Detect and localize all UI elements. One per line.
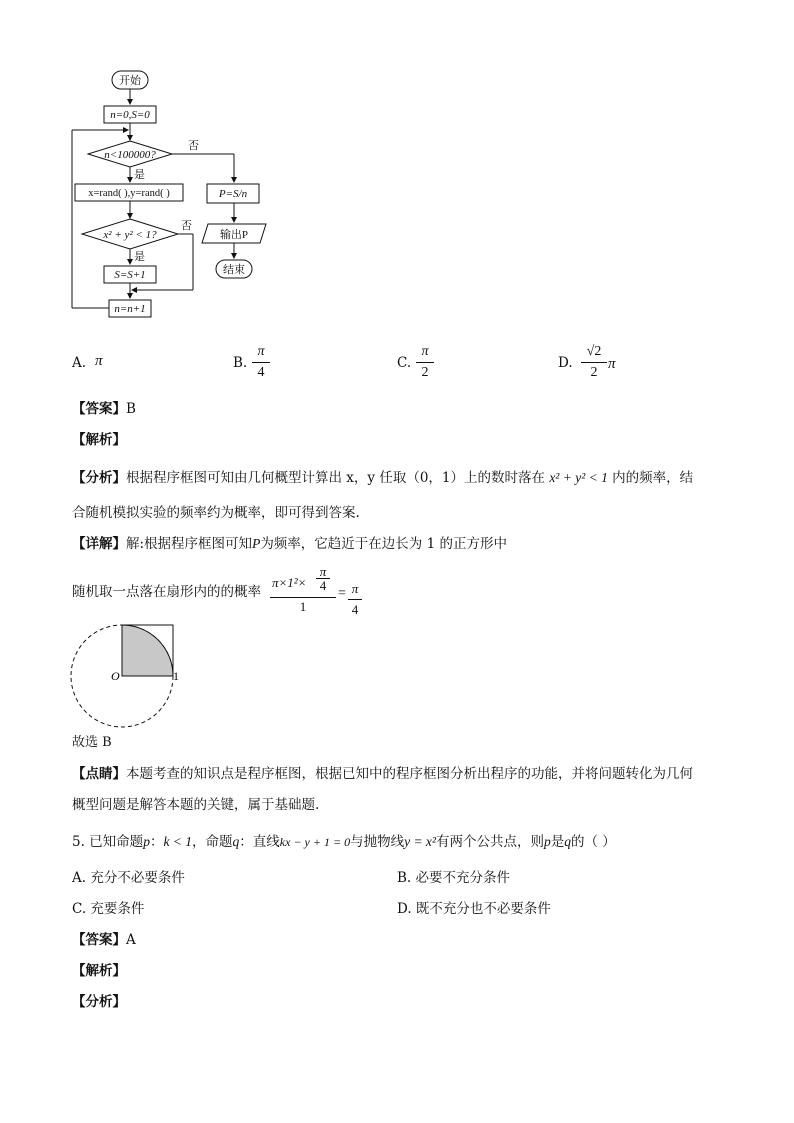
answer5-tag: 【答案】 (72, 932, 126, 948)
option-c-den: 2 (421, 365, 429, 380)
guxuan-line: 故选 B (72, 735, 112, 750)
option-d-label: D. (558, 355, 573, 371)
fenxi-line2: 合随机模拟实验的频率约为概率，即可得到答案. (72, 505, 360, 521)
option-b-num: π (257, 344, 265, 359)
no2-label: 否 (181, 220, 192, 232)
option-c-fraction (416, 343, 434, 382)
cond2-label: x² + y² < 1? (103, 229, 157, 241)
q5-q2: q (564, 834, 571, 849)
quarter-circle-figure (66, 618, 196, 750)
yes1-label: 是 (134, 169, 145, 181)
yes2-label: 是 (134, 251, 145, 263)
option-a-label: A. (72, 355, 87, 371)
start-label: 开始 (119, 75, 141, 87)
analysis5-tag: 【解析】 (72, 963, 126, 979)
no1-label: 否 (188, 140, 199, 152)
rand-label: x=rand( ),y=rand( ) (88, 188, 170, 199)
q5-colon2: ：直线 (239, 834, 280, 850)
xiangjie-line1 (72, 534, 507, 554)
p-assign-label: P=S/n (218, 188, 248, 200)
formula-result (348, 580, 362, 619)
q5-option-a: A. 充分不必要条件 (72, 870, 185, 886)
fenxi-tag: 【分析】 (72, 470, 126, 486)
answer-value: B (126, 401, 136, 417)
answer-tag: 【答案】 (72, 401, 126, 417)
dianjing-text1: 本题考查的知识点是程序框图，根据已知中的程序框图分析出程序的功能，并将问题转化为几何 (126, 766, 693, 782)
answer-line (72, 399, 136, 419)
xiangjie-text1c: 为频率，它趋近于在边长为 1 的正方形中 (260, 536, 507, 552)
option-d-den: 2 (590, 365, 598, 380)
q5-text6: 的（ ） (570, 834, 616, 850)
label-o: O (111, 669, 120, 683)
option-b-fraction (252, 343, 270, 382)
option-c-label: C. (397, 355, 412, 371)
cond1-label: n<100000? (104, 149, 156, 161)
q5-colon1: ： (149, 834, 164, 850)
dianjing-tag: 【点睛】 (72, 766, 126, 782)
q5-option-b: B. 必要不充分条件 (397, 870, 511, 886)
q5-cond-p: k < 1 (163, 834, 193, 849)
dianjing-line2: 概型问题是解答本题的关键，属于基础题. (72, 797, 320, 813)
option-d-num: √2 (586, 344, 602, 359)
q5-text3: 与抛物线 (350, 834, 405, 850)
label-one: 1 (173, 669, 179, 683)
q5-p: p (143, 834, 150, 849)
formula-inner-num: π (319, 564, 327, 579)
xiangjie-line2: 随机取一点落在扇形内的的概率 (72, 584, 261, 600)
q5-number: 5. (72, 834, 85, 850)
option-b-den: 4 (257, 365, 265, 380)
option-d-suffix: π (608, 356, 616, 372)
q5-text5: 是 (550, 834, 565, 850)
fenxi-text1a: 根据程序框图可知由几何概型计算出 x，y 任取（0，1）上的数时落在 (126, 470, 546, 486)
end-label: 结束 (223, 264, 245, 276)
q5-option-c: C. 充要条件 (72, 901, 145, 917)
fenxi-inequality: x² + y² < 1 (549, 470, 608, 485)
probability-formula (270, 565, 336, 616)
formula-inner-den: 4 (319, 578, 327, 593)
q5-q: q (232, 834, 240, 849)
formula-result-den: 4 (351, 602, 359, 617)
analysis-tag: 【解析】 (72, 432, 126, 448)
formula-num: π×1²× (272, 575, 307, 590)
answer5-value: A (126, 932, 136, 948)
q5-line-eq: kx − y + 1 = 0 (279, 835, 351, 849)
q5-text4: 有两个公共点，则 (435, 834, 544, 850)
q5-text1: 已知命题 (89, 834, 144, 850)
init-label: n=0,S=0 (110, 109, 150, 121)
flowchart (0, 0, 300, 330)
output-label: 输出P (219, 229, 249, 241)
formula-result-num: π (351, 581, 359, 596)
xiangjie-p: P (252, 536, 261, 551)
xiangjie-tag: 【详解】 (72, 536, 126, 552)
option-a-value: π (95, 353, 103, 369)
dianjing-line1 (72, 764, 693, 784)
option-c-num: π (421, 344, 429, 359)
xiangjie-text1a: 解:根据程序框图可知 (126, 536, 253, 552)
fenxi-line1 (72, 468, 693, 488)
q5-p2: p (543, 834, 551, 849)
fenxi-text1c: 内的频率，结 (612, 470, 694, 486)
option-d-fraction (581, 343, 607, 382)
q5-parabola: y = x² (404, 834, 436, 849)
option-b-label: B. (233, 355, 248, 371)
s-inc-label: S=S+1 (114, 269, 146, 281)
formula-inner-fraction (316, 565, 330, 592)
q5-option-d: D. 既不充分也不必要条件 (397, 901, 551, 917)
formula-equals: = (338, 586, 346, 601)
question-5 (72, 832, 616, 852)
fenxi5-tag: 【分析】 (72, 994, 126, 1010)
n-inc-label: n=n+1 (114, 303, 146, 315)
q5-text2: ，命题 (192, 834, 233, 850)
formula-den: 1 (299, 599, 307, 614)
answer5-line (72, 930, 136, 950)
